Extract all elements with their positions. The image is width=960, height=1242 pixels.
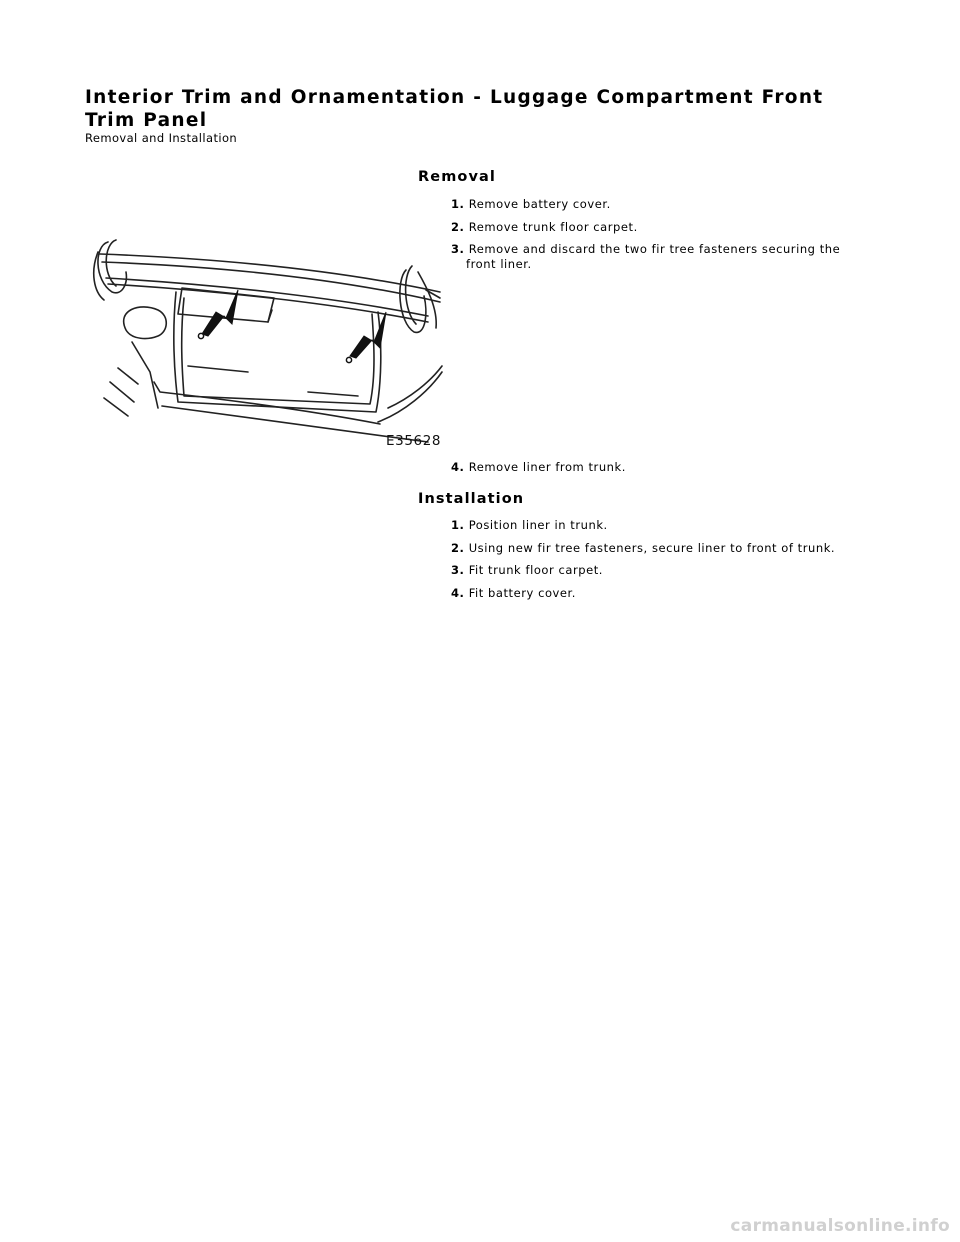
step-text: Remove trunk floor carpet. [468, 220, 638, 234]
step-text: Using new fir tree fasteners, secure liner to front of trunk. [468, 541, 836, 555]
step-number: 4. [451, 460, 465, 474]
step-number: 4. [451, 586, 465, 600]
step-text: Fit trunk floor carpet. [468, 563, 603, 577]
removal-heading: Removal [418, 169, 496, 185]
installation-step-4 [451, 586, 871, 601]
installation-heading: Installation [418, 491, 525, 507]
step-number: 2. [451, 541, 465, 555]
installation-step-3 [451, 563, 871, 578]
step-text: Fit battery cover. [468, 586, 576, 600]
removal-step-1 [451, 197, 871, 212]
step-text: Remove and discard the two fir tree fasteners securing the [468, 242, 841, 256]
step-number: 3. [451, 242, 465, 256]
step-text: Remove liner from trunk. [468, 460, 626, 474]
step-text: Position liner in trunk. [468, 518, 608, 532]
trunk-line-drawing [88, 232, 444, 460]
removal-step-4 [451, 460, 871, 475]
removal-step-3 [451, 242, 871, 272]
step-number: 1. [451, 518, 465, 532]
removal-step-2 [451, 220, 871, 235]
step-text: Remove battery cover. [468, 197, 611, 211]
step-number: 1. [451, 197, 465, 211]
figure-label: E35628 [386, 433, 442, 449]
installation-step-1 [451, 518, 871, 533]
trunk-liner-illustration [88, 232, 444, 460]
page-title: Interior Trim and Ornamentation - Luggage Compartment Front Trim Panel [85, 87, 824, 131]
installation-step-2 [451, 541, 871, 556]
step-text-continuation: front liner. [466, 257, 532, 271]
step-number: 2. [451, 220, 465, 234]
watermark: carmanualsonline.info [730, 1216, 950, 1236]
page-subtitle: Removal and Installation [85, 131, 238, 145]
step-number: 3. [451, 563, 465, 577]
